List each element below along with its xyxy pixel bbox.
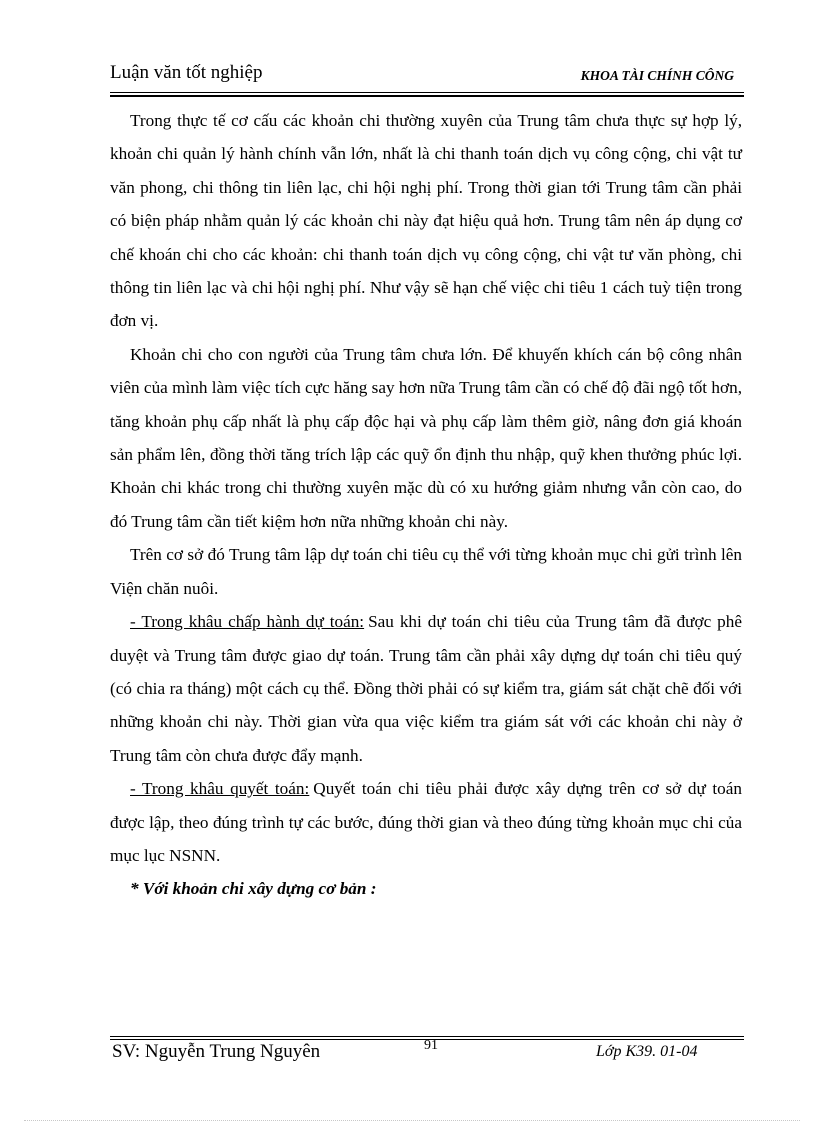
execution-heading: - Trong khâu chấp hành dự toán:	[130, 612, 365, 632]
execution-text: Sau khi dự toán chi tiêu của Trung tâm đã được phê duyệt và Trung tâm được giao dự toán. Trung tâm cần phải xây dựng dự toán chi tiêu quý (có chia ra tháng) một cách cụ thể. Đồng thời phải có sự kiểm tra, giám sát chặt chẽ đối với những khoản chi này. Thời gian vừa qua việc kiểm tra giám sát với các khoản chi này ở Trung tâm còn chưa được đẩy mạnh.	[110, 612, 742, 765]
class-code: Lớp K39. 01-04	[596, 1043, 698, 1060]
footer-rule	[110, 1036, 744, 1037]
paragraph-2: Khoản chi cho con người của Trung tâm chưa lớn. Để khuyến khích cán bộ công nhân viên của mình làm việc tích cực hăng say hơn nữa Trung tâm cần có chế độ đãi ngộ tốt hơn, tăng khoản phụ cấp nhất là phụ cấp độc hại và phụ cấp làm thêm giờ, nâng đơn giá khoán sản phẩm lên, đồng thời tăng trích lập các quỹ ổn định thu nhập, quỹ khen thưởng phúc lợi. Khoản chi khác trong chi thường xuyên mặc dù có xu hướng giảm nhưng vẫn còn cao, do đó Trung tâm cần tiết kiệm hơn nữa những khoản chi này.	[110, 344, 742, 531]
student-name: SV: Nguyễn Trung Nguyên	[112, 1041, 321, 1062]
page-header	[110, 62, 744, 92]
page-bottom-dotted-line	[24, 1120, 800, 1121]
faculty-name: KHOA TÀI CHÍNH CÔNG	[580, 68, 734, 83]
thesis-title: Luận văn tốt nghiệp	[110, 62, 263, 83]
header-rule-thick	[110, 95, 744, 97]
header-rule	[110, 92, 744, 93]
page-body	[110, 104, 742, 906]
page-number: 91	[424, 1038, 438, 1053]
paragraph-4	[110, 605, 742, 772]
paragraph-1: Trong thực tế cơ cấu các khoản chi thường xuyên của Trung tâm chưa thực sự hợp lý, khoản chi quản lý hành chính vẫn lớn, nhất là chi thanh toán dịch vụ công cộng, chi vật tư văn phong, chi thông tin liên lạc, chi hội nghị phí. Trong thời gian tới Trung tâm cần phải có biện pháp nhằm quản lý các khoản chi này đạt hiệu quả hơn. Trung tâm nên áp dụng cơ chế khoán chi cho các khoản: chi thanh toán dịch vụ công cộng, chi vật tư văn phòng, chi thông tin liên lạc và chi hội nghị phí. Như vậy sẽ hạn chế việc chi tiêu 1 cách tuỳ tiện trong đơn vị.	[110, 111, 742, 331]
paragraph-5	[110, 772, 742, 872]
settlement-heading: - Trong khâu quyết toán:	[130, 779, 310, 799]
section-heading: * Với khoản chi xây dựng cơ bản :	[130, 879, 377, 899]
settlement-text: Quyết toán chi tiêu phải được xây dựng trên cơ sở dự toán được lập, theo đúng trình tự các bước, đúng thời gian và theo đúng từng khoản mục chi của mục lục NSNN.	[110, 779, 742, 865]
paragraph-3: Trên cơ sở đó Trung tâm lập dự toán chi tiêu cụ thể với từng khoản mục chi gửi trình lên Viện chăn nuôi.	[110, 545, 742, 598]
